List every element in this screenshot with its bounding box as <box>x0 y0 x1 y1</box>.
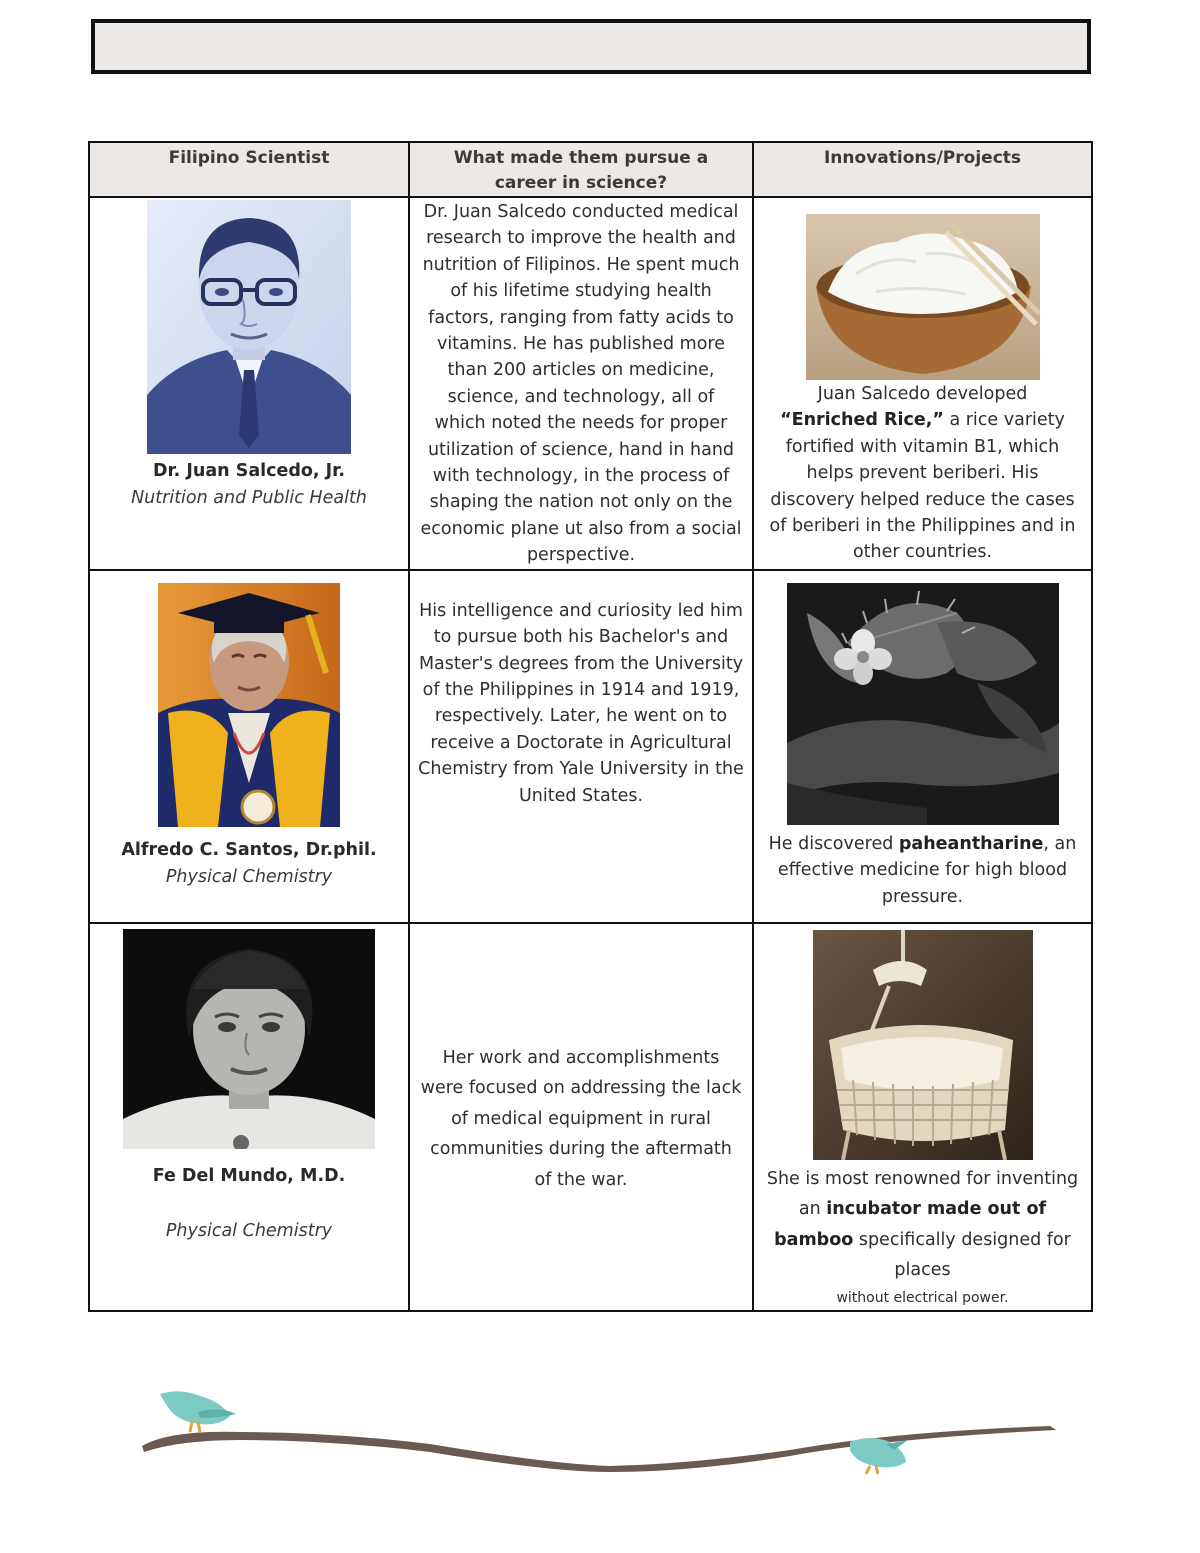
paheantharine-plant-image <box>787 583 1059 825</box>
innovation-footnote: without electrical power. <box>836 1289 1009 1306</box>
portrait-santos-image <box>158 583 340 827</box>
scientist-field: Physical Chemistry <box>165 866 333 887</box>
scientist-cell <box>89 570 409 923</box>
reason-cell <box>409 923 753 1311</box>
branch-birds-decoration <box>130 1380 1070 1490</box>
header-row <box>89 142 1092 197</box>
innovation-text: She is most renowned for inventing an incubator made out of bamboo specifically designed for places <box>766 1168 1079 1281</box>
portrait-salcedo-image <box>147 200 351 454</box>
title-box <box>91 19 1091 74</box>
reason-cell <box>409 570 753 923</box>
scientist-name: Dr. Juan Salcedo, Jr. <box>153 461 345 481</box>
table-row <box>89 923 1092 1311</box>
branch-line <box>142 1426 1056 1472</box>
table-row <box>89 197 1092 570</box>
innovation-highlight: incubator made out of bamboo <box>774 1199 1047 1250</box>
scientist-cell <box>89 923 409 1311</box>
enriched-rice-image <box>806 214 1040 380</box>
reason-text: Dr. Juan Salcedo conducted medical research to improve the health and nutrition of Filipinos. He spent much of his lifetime studying health factors, ranging from fatty acids to vitamins. He has published more than 200 articles on medicine, science, and technology, all of which noted the needs for proper utilization of science, hand in hand with technology, in the process of shaping the nation not only on the economic plane ut also from a social perspective. <box>420 202 742 566</box>
scientist-name: Alfredo C. Santos, Dr.phil. <box>121 839 377 860</box>
portrait-del-mundo-image <box>123 929 375 1149</box>
bird-icon <box>850 1438 908 1474</box>
scientists-table <box>88 141 1093 1312</box>
table-row <box>89 570 1092 923</box>
scientist-field: Physical Chemistry <box>165 1220 333 1241</box>
innovation-cell <box>753 197 1092 570</box>
innovation-text: He discovered paheantharine, an effective medicine for high blood pressure. <box>768 833 1077 907</box>
innovation-highlight: “Enriched Rice,” <box>780 410 944 431</box>
header-innovations: Innovations/Projects <box>753 142 1092 197</box>
innovation-text: Juan Salcedo developed “Enriched Rice,” a rice variety fortified with vitamin B1, which helps prevent beriberi. His discovery helped reduce the cases of beriberi in the Philippines and in other countries. <box>769 384 1076 563</box>
reason-cell <box>409 197 753 570</box>
header-scientist: Filipino Scientist <box>89 142 409 197</box>
reason-text: His intelligence and curiosity led him to pursue both his Bachelor's and Master's degrees from the University of the Philippines in 1914 and 1919, respectively. Later, he went on to receive a Doctorate in Agricultural Chemistry from Yale University in the United States. <box>418 600 744 806</box>
innovation-highlight: paheantharine <box>898 833 1044 854</box>
bamboo-incubator-image <box>813 930 1033 1160</box>
scientist-name: Fe Del Mundo, M.D. <box>152 1165 346 1186</box>
bird-icon <box>160 1391 236 1432</box>
reason-text: Her work and accomplishments were focused on addressing the lack of medical equipment in rural communities during the aftermath of the war. <box>420 1047 742 1190</box>
header-reason: What made them pursue a career in science? <box>409 142 753 197</box>
innovation-cell <box>753 923 1092 1311</box>
scientist-cell <box>89 197 409 570</box>
innovation-cell <box>753 570 1092 923</box>
scientist-field: Nutrition and Public Health <box>131 488 367 508</box>
